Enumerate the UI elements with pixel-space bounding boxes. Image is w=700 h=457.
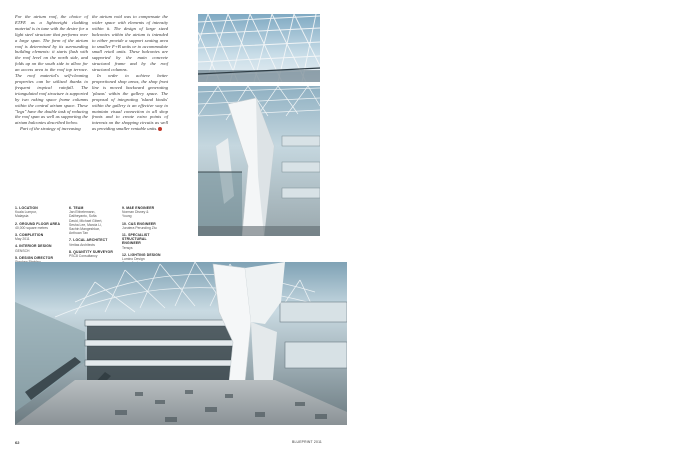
credit-label: 7. LOCAL ARCHITECT xyxy=(69,238,108,243)
credit-value: PSC8 Consultancy xyxy=(69,254,98,259)
credit-value: Kuala Lumpur, Malaysia xyxy=(15,210,37,219)
column2-paragraph-1: the atrium void was to compensate the wider space with elements of intensity within it. The design of large sized balconies within the atrium is intended to either provide a support seating area to smaller F+B units or to accommodate small retail units. These balconies are supported by the main concrete structural frame and by the roof structural columns. xyxy=(92,14,168,73)
credit-label: 8. QUANTITY SURVEYOR xyxy=(69,249,113,254)
column1-paragraph-2: Part of the strategy of increasing xyxy=(20,126,81,132)
photo-atrium-wide xyxy=(15,262,347,425)
credits-column-2 xyxy=(69,206,124,261)
credit-value: Norman Disney & Young xyxy=(122,210,149,219)
credit-label: 12. LIGHTING DESIGN xyxy=(122,252,161,257)
credit-item xyxy=(15,244,65,252)
credit-value: GENSCH xyxy=(15,248,30,253)
credit-value: Jan Ebbelemann, Daliheyanto, Sofia David, Michael Gibert, Sesha Lee, Marcia Li, Sachin Mangeshkar, Anthuan Tan xyxy=(69,210,103,236)
photo-atrium-roof-detail xyxy=(198,14,320,82)
credit-item xyxy=(122,233,172,250)
credit-label: 3. COMPLETION xyxy=(15,233,44,238)
credit-value: Lumino Design xyxy=(122,257,145,262)
credit-value: Tensys xyxy=(122,245,133,250)
credit-label: 6. TEAM xyxy=(69,206,84,210)
credit-item xyxy=(69,250,124,258)
article-column-2 xyxy=(92,14,168,132)
credit-item xyxy=(122,206,172,219)
end-of-article-icon xyxy=(158,127,162,131)
column2-paragraph-2-text: In order to achieve better proportioned shop areas, the shop front line is moved backward generating 'plazas' within the gallery space. The proposal of integrating 'island kiosks' within the gallery is an effective way to maintain visual connection to all shop fronts and to create extra points of interests on the shopping circuits as well as providing smaller rentable units. xyxy=(92,73,168,132)
credits-column-3 xyxy=(122,206,172,268)
credit-item xyxy=(69,206,124,235)
credit-item xyxy=(122,222,172,230)
credit-item xyxy=(15,233,65,241)
column1-paragraph-1: For the atrium roof, the choice of ETFE as a lightweight cladding material is in tune with the desire for a light steel structure that performs over a large span. The form of the atrium roof is determined by its surrounding building elements: it starts flush with the roof level on the north side, and folds up on the south side to allow for an access area to the roof top terrace. The roof material's self-cleaning properties can be utilised thanks to frequent tropical rainfall. The triangulated roof structure is supported by two raking space frame columns within the central atrium space. These "legs" have the double task of reducing the roof span as well as supporting the atrium balconies described below. xyxy=(15,14,88,126)
page-number: 62 xyxy=(15,440,20,445)
credit-label: 2. GROUND FLOOR AREA xyxy=(15,221,61,226)
article-column-1 xyxy=(15,14,88,132)
credit-label: 4. INTERIOR DESIGN xyxy=(15,244,52,249)
credit-value: May 2011 xyxy=(15,237,30,242)
credit-item xyxy=(15,206,65,219)
credit-label: 1. LOCATION xyxy=(15,206,38,210)
credit-item xyxy=(69,238,124,246)
credit-value: 40,000 square metres xyxy=(15,225,48,230)
column2-paragraph-2 xyxy=(92,73,168,132)
photo-atrium-interior xyxy=(198,86,320,236)
credit-value: Veritas Architects xyxy=(69,242,96,247)
credit-label: 9. M&E ENGINEER xyxy=(122,206,155,210)
credit-label: 11. SPECIALIST STRUCTURAL ENGINEER xyxy=(122,233,150,246)
credit-label: 10. C&S ENGINEER xyxy=(122,221,156,226)
credit-value: Jurutera Perunding Ztu xyxy=(122,225,157,230)
credit-label: 5. DESIGN DIRECTOR xyxy=(15,255,54,260)
credits-column-1 xyxy=(15,206,65,267)
magazine-footer: BLUEPRINT 2011 xyxy=(292,440,323,444)
credit-item xyxy=(15,222,65,230)
